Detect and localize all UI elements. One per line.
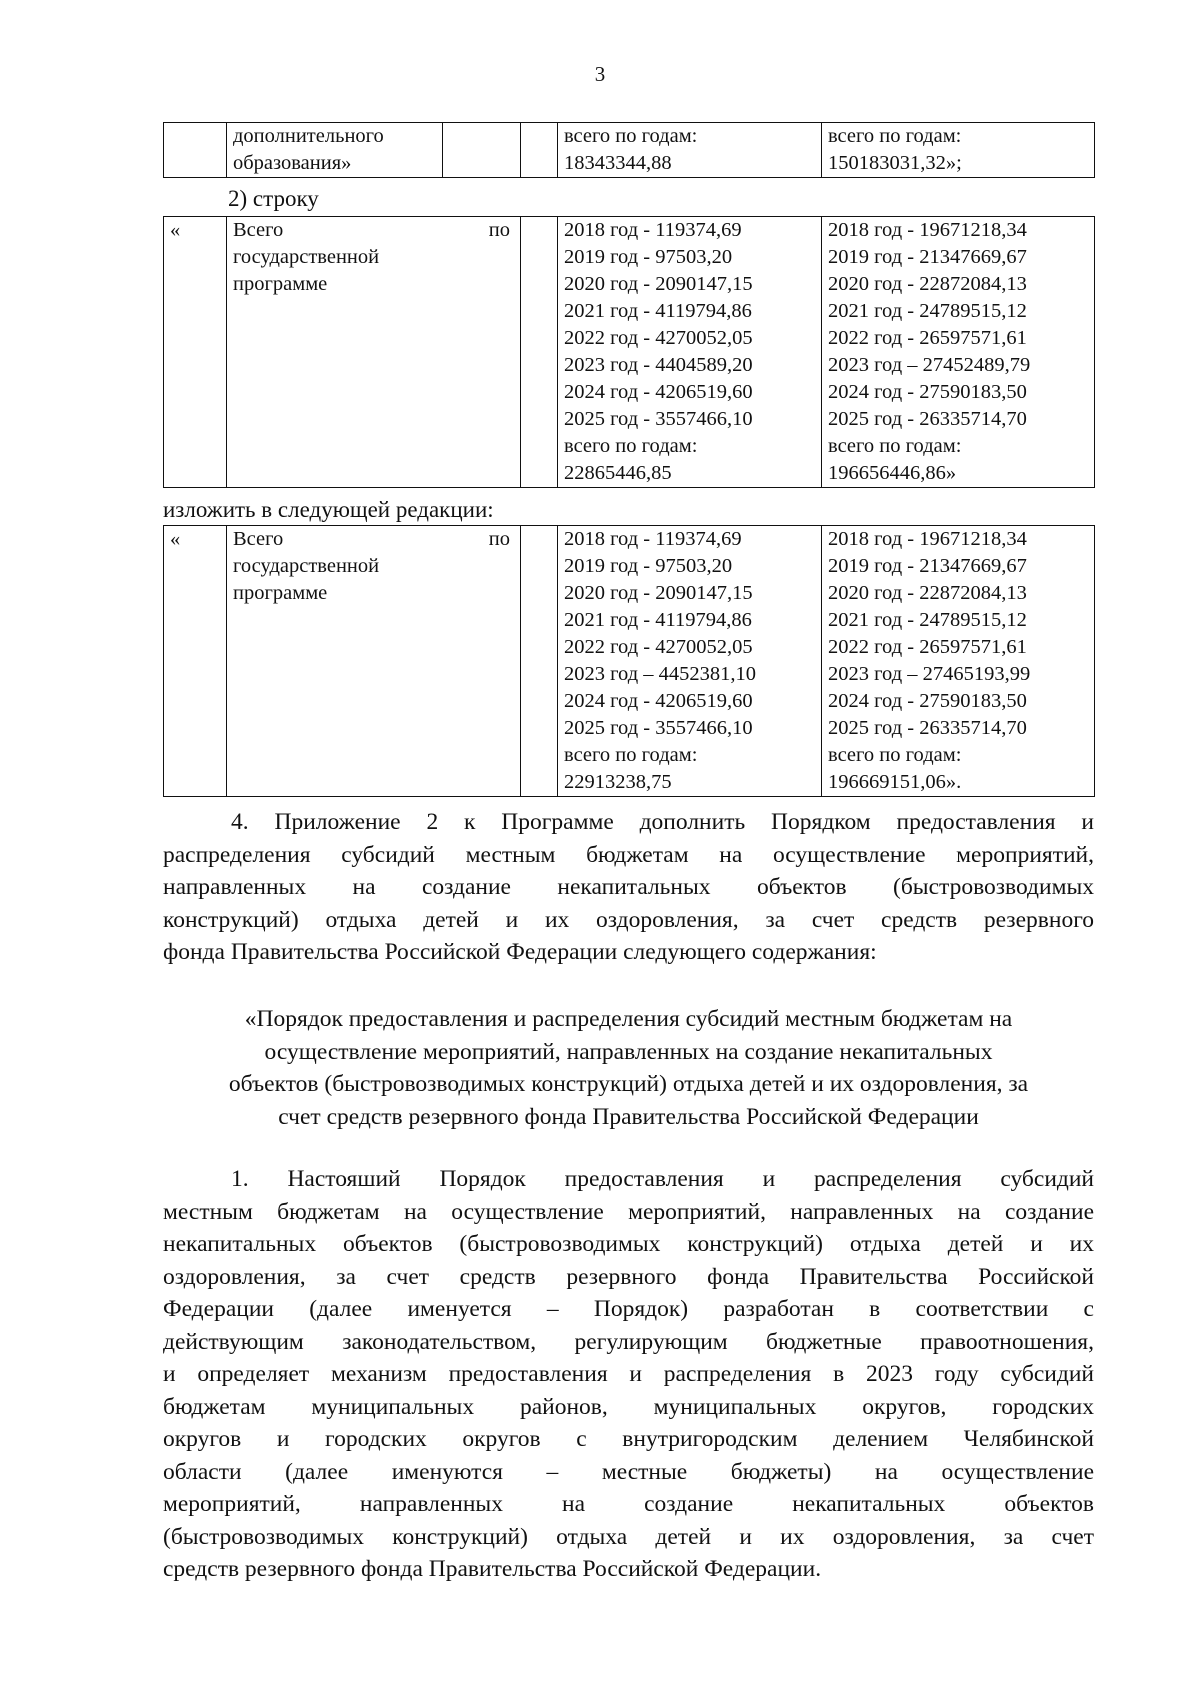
cell-empty [443,123,521,178]
name-line: программе [233,273,328,295]
amount-line: 2021 год - 24789515,12 [828,300,1027,322]
amount-line: 2023 год – 4452381,10 [564,663,757,685]
amount-line: 18343344,88 [564,152,672,174]
amount-line: 2018 год - 19671218,34 [828,219,1027,241]
amount-line: 2021 год - 4119794,86 [564,300,752,322]
amount-line: 2022 год - 26597571,61 [828,636,1027,658]
name-word: Всего [233,528,284,550]
cell-empty [521,123,558,178]
amount-line: 2018 год - 19671218,34 [828,528,1027,550]
amount-line: 2018 год - 119374,69 [564,219,742,241]
table-continuation [163,122,1095,178]
cell-amount-federal [558,526,822,797]
order-heading [163,1003,1094,1133]
text-line: округов и городских округов с внутригородским делением Челябинской [163,1426,1094,1452]
amount-line: 2025 год - 26335714,70 [828,408,1027,430]
cell-name [227,217,521,488]
name-line: программе [233,582,328,604]
text-line: конструкций) отдыха детей и их оздоровления, за счет средств резервного [163,906,1094,933]
table-row [164,526,1095,797]
amount-line: 150183031,32»; [828,152,962,174]
amount-line: 2019 год - 21347669,67 [828,555,1027,577]
cell-empty [521,217,558,488]
text-line: бюджетам муниципальных районов, муниципальных округов, городских [163,1393,1094,1420]
amount-line: всего по годам: [828,125,962,147]
text-line: оздоровления, за счет средств резервного фонда Правительства Российской [163,1263,1094,1290]
amount-line: 2023 год - 4404589,20 [564,354,753,376]
heading-line: «Порядок предоставления и распределения субсидий местным бюджетам на [244,1006,1013,1032]
amount-line: 2019 год - 97503,20 [564,555,733,577]
cell-amount-total [822,526,1095,797]
amount-line: 2024 год - 4206519,60 [564,381,753,403]
amount-line: 2018 год - 119374,69 [564,528,742,550]
table-row [164,123,1095,178]
amount-line: 196656446,86» [828,462,957,484]
text-line: области (далее именуются – местные бюджеты) на осуществление [163,1458,1094,1485]
amount-line: всего по годам: [828,435,962,457]
amount-line: 2023 год – 27452489,79 [828,354,1031,376]
amount-line: 2021 год - 24789515,12 [828,609,1027,631]
text-line: Федерации (далее именуется – Порядок) разработан в соответствии с [163,1296,1094,1322]
cell-amount-total [822,217,1095,488]
amount-line: 2022 год - 26597571,61 [828,327,1027,349]
name-line: государственной [233,555,380,577]
amount-line: всего по годам: [564,435,698,457]
amount-line: 2025 год - 3557466,10 [564,408,753,430]
cell-name [227,526,521,797]
name-line: дополнительного [233,125,384,147]
amount-line: 2024 год - 4206519,60 [564,690,753,712]
paragraph-1 [163,1163,1094,1586]
paragraph-4 [163,806,1094,969]
amount-line: 2020 год - 22872084,13 [828,582,1027,604]
amount-line: всего по годам: [564,744,698,766]
table-old [163,216,1095,488]
amount-line: 2022 год - 4270052,05 [564,327,753,349]
amount-line: 2019 год - 97503,20 [564,246,733,268]
heading-line: счет средств резервного фонда Правительства Российской Федерации [278,1103,979,1130]
page-number: 3 [594,62,606,86]
name-line: образования» [233,152,352,174]
amount-line: 2019 год - 21347669,67 [828,246,1027,268]
amount-line: всего по годам: [564,125,698,147]
text-line: и определяет механизм предоставления и распределения в 2023 году субсидий [163,1361,1094,1387]
amount-line: 2021 год - 4119794,86 [564,609,752,631]
text-line: 1. Настояший Порядок предоставления и распределения субсидий [231,1166,1094,1192]
cell-amount-total [822,123,1095,178]
name-word: по [488,528,511,550]
text-line: некапитальных объектов (быстровозводимых конструкций) отдыха детей и их [163,1231,1094,1257]
amount-line: 2020 год - 2090147,15 [564,273,753,295]
cell-name [227,123,443,178]
heading-line: объектов (быстровозводимых конструкций) отдыха детей и их оздоровления, за [228,1071,1029,1097]
text-line: действующим законодательством, регулирующим бюджетные правоотношения, [163,1328,1094,1355]
text-line: фонда Правительства Российской Федерации следующего содержания: [163,939,877,965]
amount-line: 2024 год - 27590183,50 [828,381,1027,403]
table-row [164,217,1095,488]
text-line: (быстровозводимых конструкций) отдыха детей и их оздоровления, за счет [163,1523,1094,1550]
amount-line: 2020 год - 22872084,13 [828,273,1027,295]
amount-line: 196669151,06». [828,771,962,793]
amount-line: 22865446,85 [564,462,672,484]
text-line: направленных на создание некапитальных объектов (быстровозводимых [163,874,1094,900]
amount-line: 2020 год - 2090147,15 [564,582,753,604]
cell-mark: « [164,526,227,797]
text-line: мероприятий, направленных на создание некапитальных объектов [163,1491,1094,1517]
text-line: 4. Приложение 2 к Программе дополнить Порядком предоставления и [231,809,1094,835]
name-word: Всего [233,219,284,241]
text-line: местным бюджетам на осуществление мероприятий, направленных на создание [163,1198,1094,1225]
amount-line: 2025 год - 26335714,70 [828,717,1027,739]
cell-amount-federal [558,217,822,488]
cell-mark: « [164,217,227,488]
amount-line: 2025 год - 3557466,10 [564,717,753,739]
text-line: средств резервного фонда Правительства Российской Федерации. [163,1556,822,1582]
cell-empty [521,526,558,797]
amount-line: 22913238,75 [564,771,672,793]
name-word: по [488,219,511,241]
table-new [163,525,1095,797]
cell-mark [164,123,227,178]
heading-line: осуществление мероприятий, направленных на создание некапитальных [264,1038,993,1065]
name-line: государственной [233,246,380,268]
cell-amount-federal [558,123,822,178]
label-row: 2) строку [228,186,319,211]
amount-line: всего по годам: [828,744,962,766]
label-new: изложить в следующей редакции: [163,497,494,522]
amount-line: 2024 год - 27590183,50 [828,690,1027,712]
text-line: распределения субсидий местным бюджетам на осуществление мероприятий, [163,841,1094,868]
amount-line: 2022 год - 4270052,05 [564,636,753,658]
amount-line: 2023 год – 27465193,99 [828,663,1031,685]
